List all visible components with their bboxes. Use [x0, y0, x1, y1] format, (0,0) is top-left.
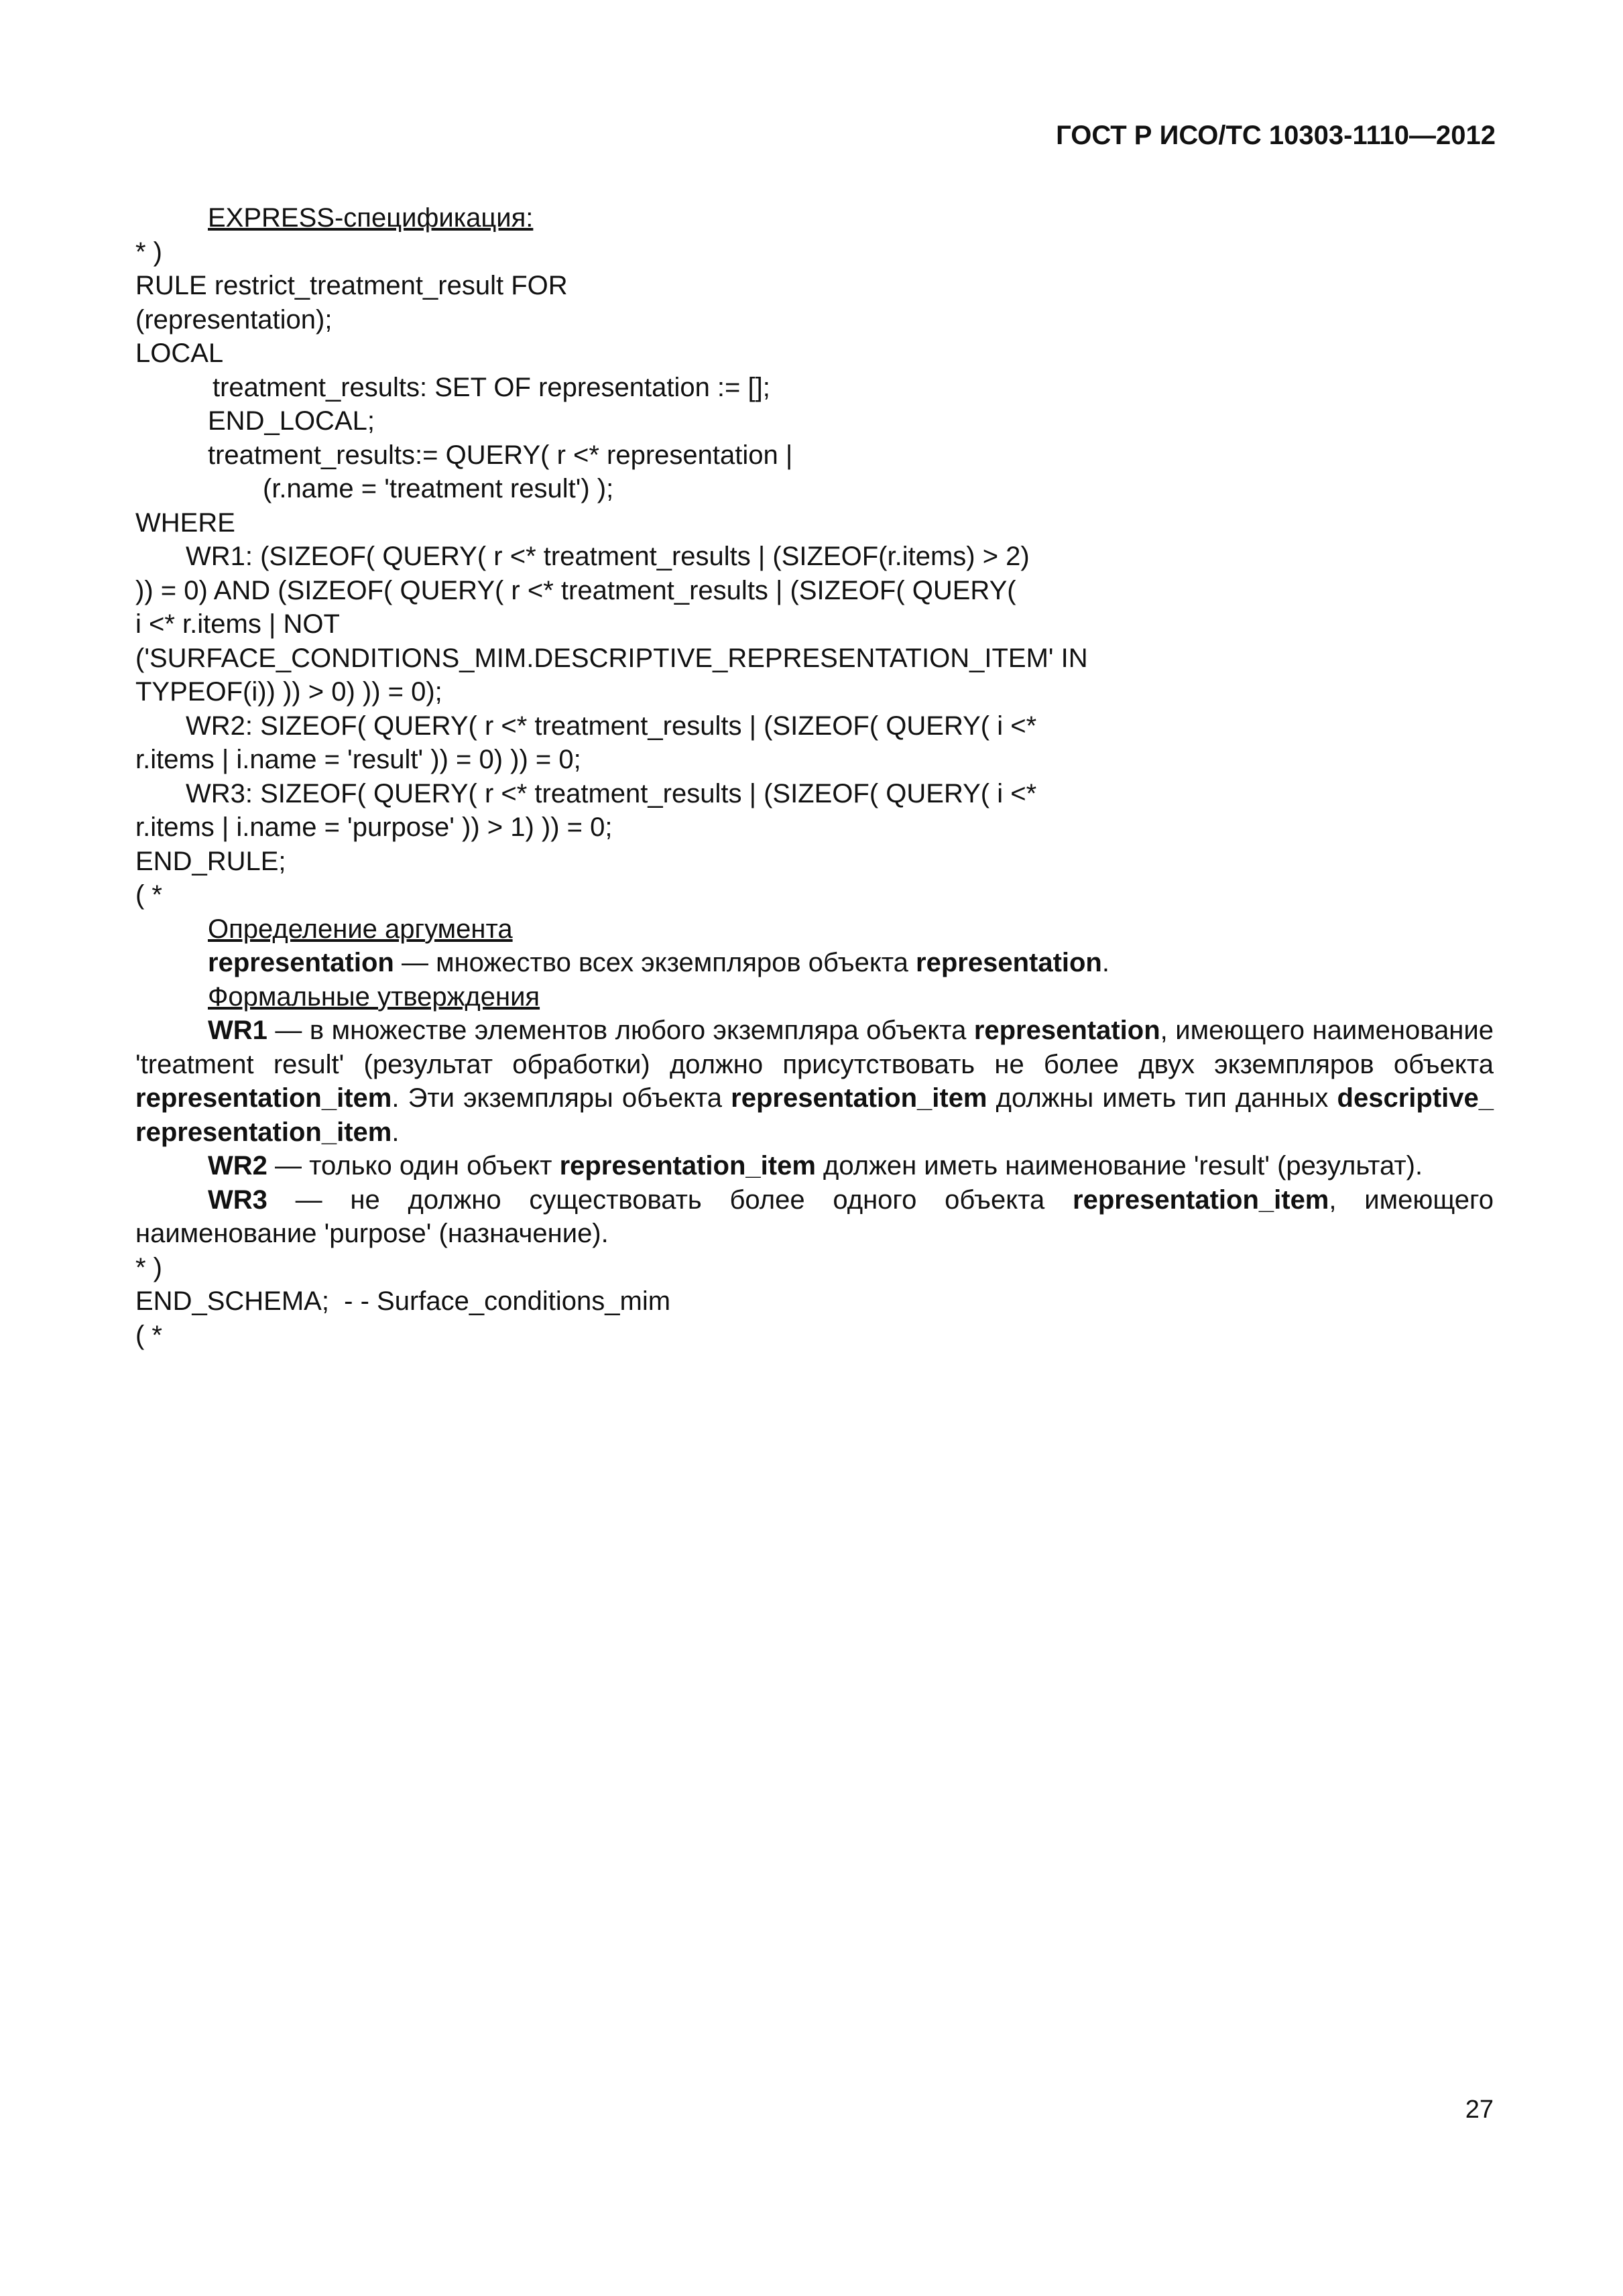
rule-wr3: WR3 — не должно существовать более одного объекта representation_item, имеющего наименование 'purpose' (назначение). [135, 1185, 1494, 1248]
code-line: i <* r.items | NOT [135, 609, 340, 639]
code-line: WR3: SIZEOF( QUERY( r <* treatment_results | (SIZEOF( QUERY( i <* [186, 778, 1037, 808]
code-line: END_RULE; [135, 846, 286, 876]
code-line: WR1: (SIZEOF( QUERY( r <* treatment_results | (SIZEOF(r.items) > 2) [186, 542, 1030, 571]
code-line: r.items | i.name = 'purpose' )) > 1) )) = 0; [135, 812, 613, 842]
code-line: * ) [135, 237, 162, 267]
code-line: RULE restrict_treatment_result FOR [135, 271, 568, 300]
argument-heading: Определение аргумента [208, 914, 513, 944]
code-line: (representation); [135, 304, 333, 335]
code-line: treatment_results:= QUERY( r <* representation | [208, 440, 793, 470]
page-content [135, 201, 1494, 1352]
code-line: END_SCHEMA; - - Surface_conditions_mim [135, 1286, 671, 1316]
express-heading: EXPRESS-спецификация: [208, 203, 534, 233]
code-line: ('SURFACE_CONDITIONS_MIM.DESCRIPTIVE_REPRESENTATION_ITEM' IN [135, 643, 1088, 673]
code-line: TYPEOF(i)) )) > 0) )) = 0); [135, 677, 442, 707]
page-number: 27 [1465, 2096, 1494, 2124]
code-line: WHERE [135, 507, 235, 538]
code-line: )) = 0) AND (SIZEOF( QUERY( r <* treatment_results | (SIZEOF( QUERY( [135, 575, 1016, 605]
argument-definition: representation — множество всех экземпляров объекта representation. [208, 948, 1109, 977]
code-line: WR2: SIZEOF( QUERY( r <* treatment_results | (SIZEOF( QUERY( i <* [186, 711, 1037, 741]
code-line: ( * [135, 880, 162, 910]
document-header: ГОСТ Р ИСО/ТС 10303-1110—2012 [1056, 121, 1496, 150]
code-line: LOCAL [135, 339, 224, 368]
code-line: * ) [135, 1252, 162, 1282]
code-line: ( * [135, 1320, 162, 1350]
argument-term: representation [208, 948, 394, 977]
code-line: treatment_results: SET OF representation := []; [213, 372, 770, 402]
code-line: END_LOCAL; [208, 406, 375, 436]
code-line: (r.name = 'treatment result') ); [263, 474, 614, 503]
rules-heading: Формальные утверждения [208, 981, 540, 1012]
rule-wr1: WR1 — в множестве элементов любого экземпляра объекта representation, имеющего наименование 'treatment result' (результат обработки) должно присутствовать не более двух экземпляров объекта representation_item. Эти экземпляры объекта representation_item должны иметь тип данных descriptive_ representation_item. [135, 1016, 1494, 1147]
rule-wr2: WR2 — только один объект representation_item должен иметь наименование 'result' (результат). [208, 1151, 1423, 1181]
code-line: r.items | i.name = 'result' )) = 0) )) = 0; [135, 745, 581, 774]
